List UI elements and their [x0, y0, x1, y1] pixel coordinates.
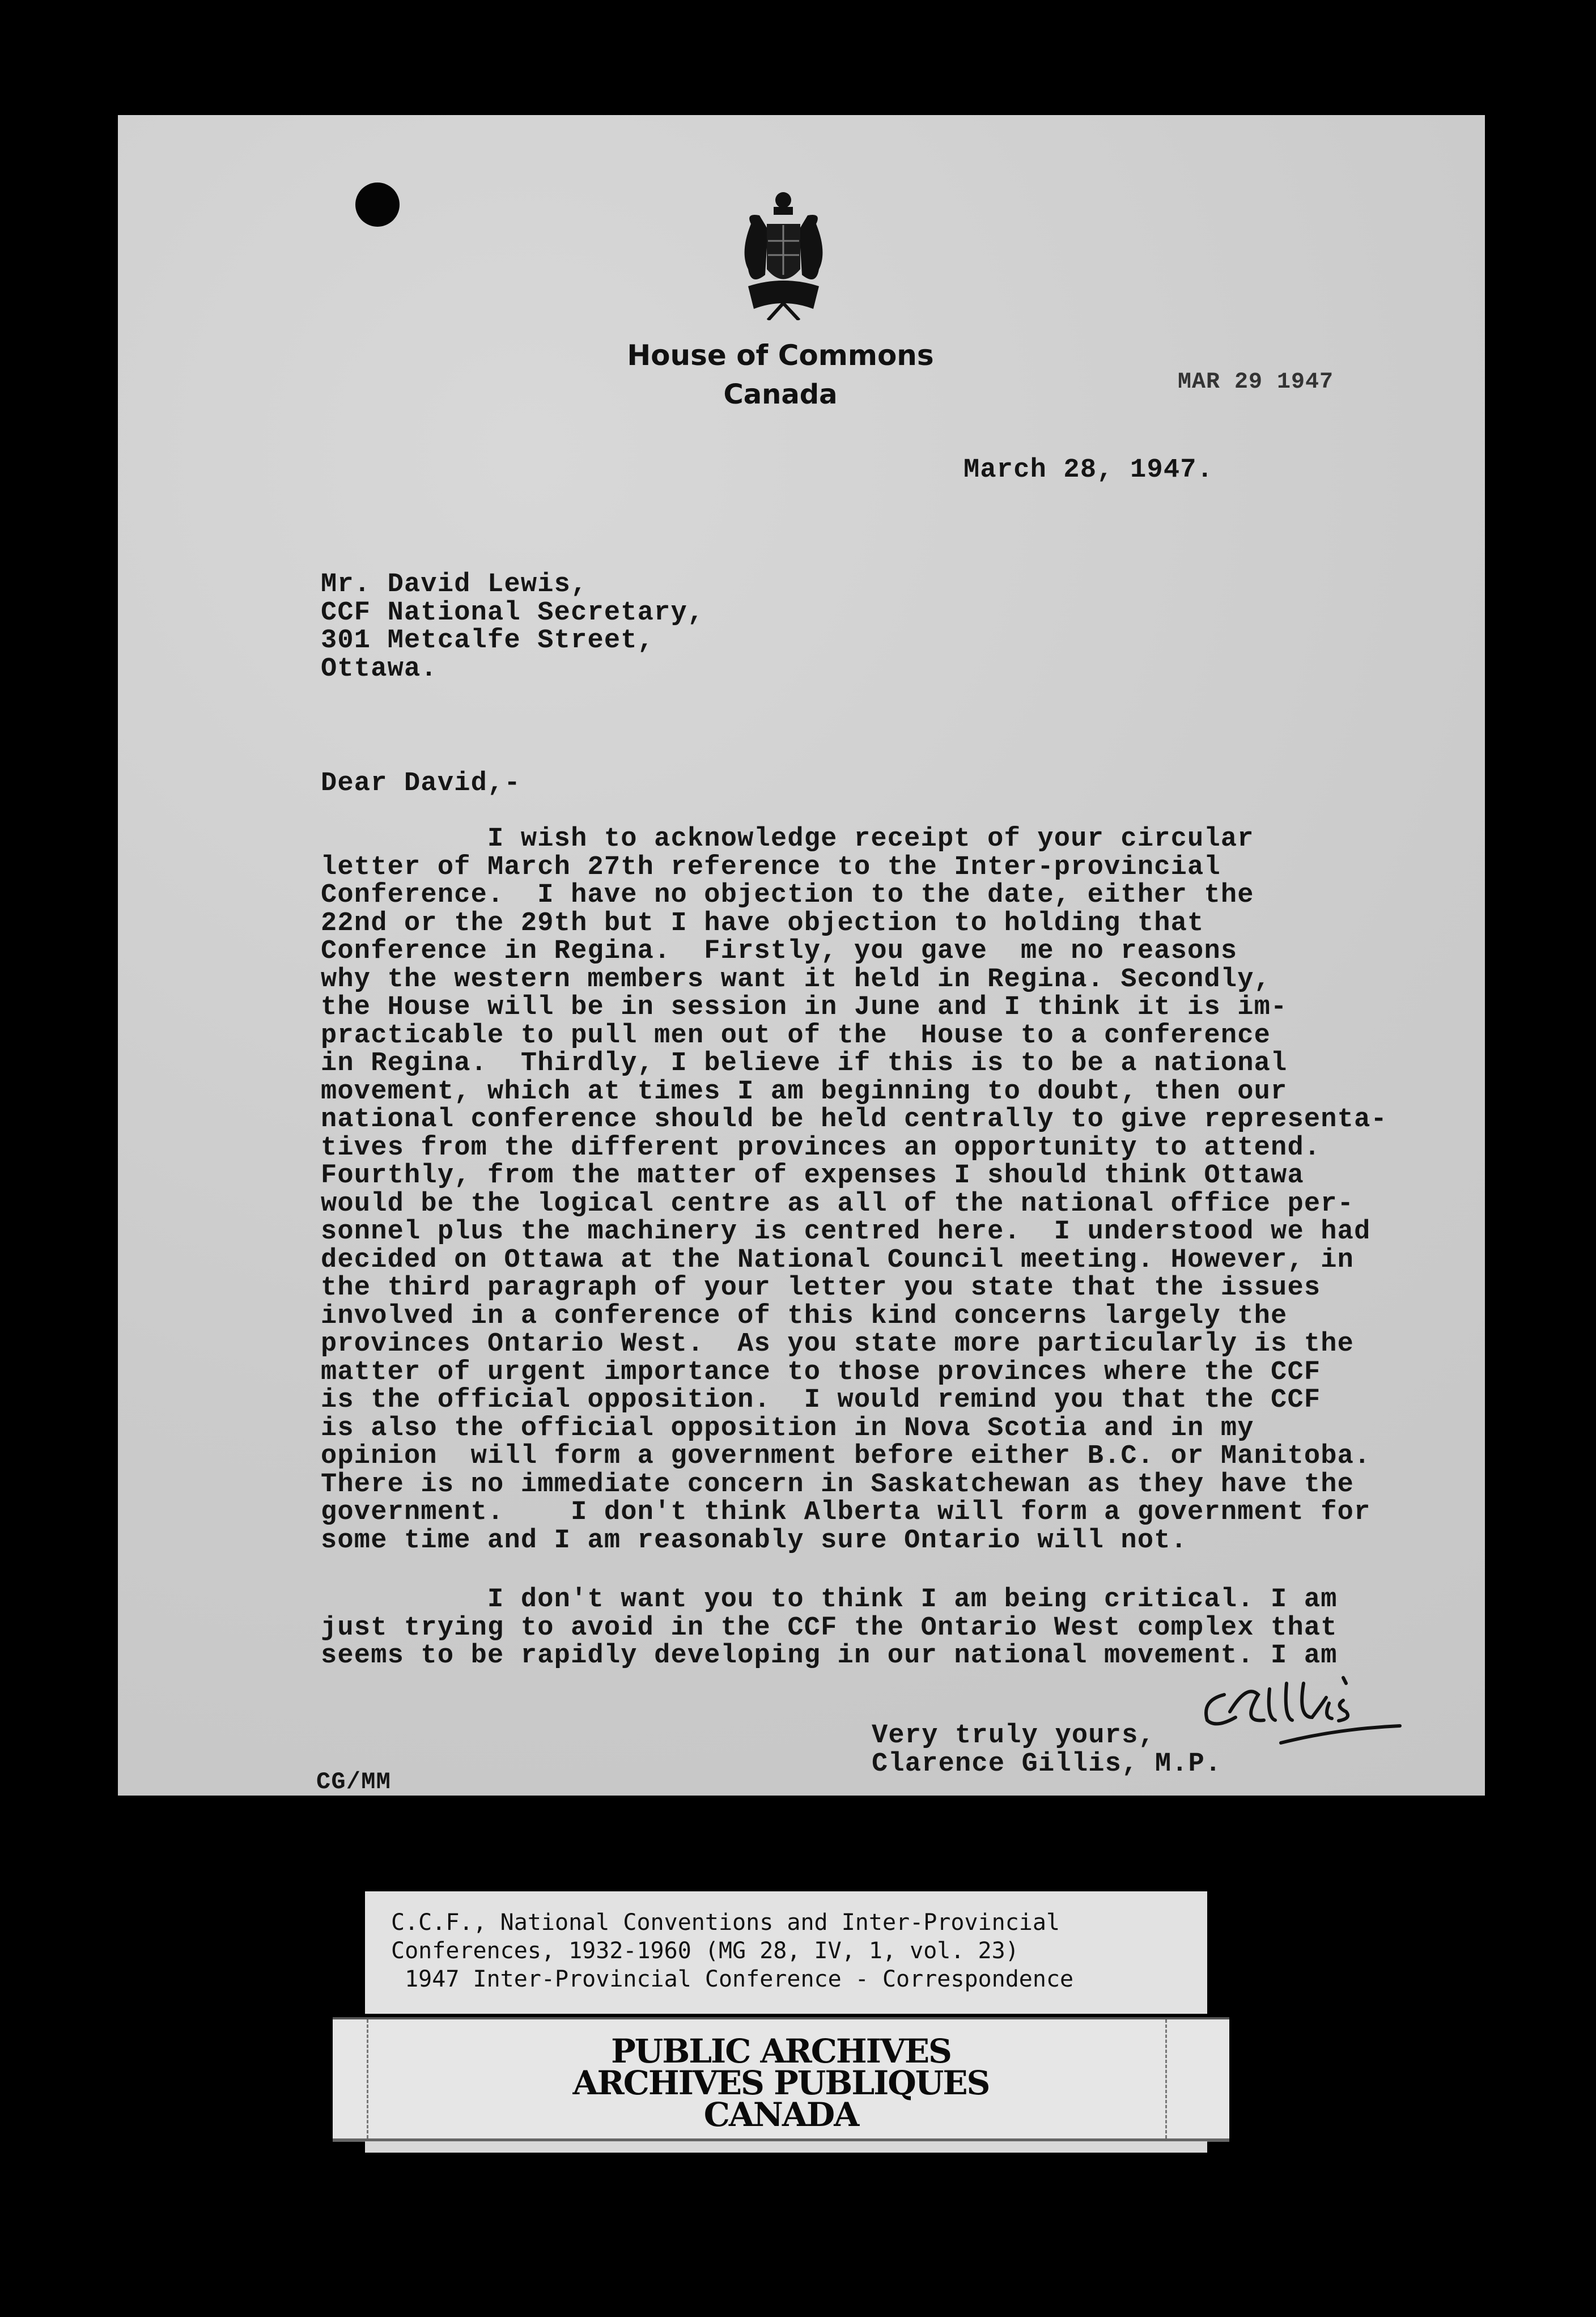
archive-file-description	[391, 1908, 1073, 1993]
text-line: involved in a conference of this kind concerns largely the	[321, 1301, 1288, 1331]
text-line: some time and I am reasonably sure Ontario will not.	[321, 1525, 1188, 1556]
signatory-name: Clarence Gillis, M.P.	[872, 1749, 1222, 1779]
address-line: CCF National Secretary,	[321, 597, 704, 628]
text-line: provinces Ontario West. As you state more particularly is the	[321, 1329, 1355, 1359]
label-line: Conferences, 1932-1960 (MG 28, IV, 1, vol. 23)	[391, 1938, 1019, 1964]
text-line: just trying to avoid in the CCF the Ontario West complex that	[321, 1612, 1338, 1643]
letterhead-subtitle: Canada	[723, 379, 838, 410]
text-line: national conference should be held centrally to give representa-	[321, 1105, 1387, 1135]
body-paragraph-1	[321, 825, 1387, 1555]
text-line: I wish to acknowledge receipt of your circular	[321, 824, 1254, 854]
letterhead-title: House of Commons	[627, 339, 934, 372]
text-line: letter of March 27th reference to the Inter-provincial	[321, 852, 1221, 882]
salutation: Dear David,-	[321, 769, 521, 799]
text-line: movement, which at times I am beginning to doubt, then our	[321, 1076, 1288, 1107]
text-line: opinion will form a government before either B.C. or Manitoba.	[321, 1441, 1371, 1471]
text-line: is also the official opposition in Nova Scotia and in my	[321, 1413, 1254, 1444]
archives-line: ARCHIVES PUBLIQUES	[572, 2064, 990, 2102]
letter-date: March 28, 1947.	[963, 455, 1214, 485]
text-line: There is no immediate concern in Saskatchewan as they have the	[321, 1469, 1355, 1500]
handwritten-signature	[1190, 1672, 1417, 1763]
text-line: Fourthly, from the matter of expenses I should think Ottawa	[321, 1161, 1304, 1191]
complimentary-close: Very truly yours,	[872, 1721, 1155, 1751]
text-line: decided on Ottawa at the National Council meeting. However, in	[321, 1245, 1355, 1275]
archives-line: CANADA	[703, 2095, 859, 2134]
archive-file-label	[365, 1891, 1207, 2014]
text-line: why the western members want it held in Regina. Secondly,	[321, 964, 1271, 995]
address-line: Ottawa.	[321, 653, 438, 684]
text-line: matter of urgent importance to those provinces where the CCF	[321, 1357, 1321, 1387]
label-line: 1947 Inter-Provincial Conference - Correspondence	[391, 1966, 1074, 1992]
text-line: seems to be rapidly developing in our national movement. I am	[321, 1641, 1338, 1671]
text-line: would be the logical centre as all of the national office per-	[321, 1189, 1355, 1219]
text-line: the third paragraph of your letter you state that the issues	[321, 1273, 1321, 1303]
text-line: Conference. I have no objection to the date, either the	[321, 880, 1254, 910]
address-line: Mr. David Lewis,	[321, 570, 588, 600]
coat-of-arms-icon	[734, 190, 833, 320]
text-line: in Regina. Thirdly, I believe if this is to be a national	[321, 1049, 1288, 1079]
archives-stamp-band	[333, 2017, 1229, 2142]
typist-initials: CG/MM	[316, 1768, 392, 1796]
recipient-address	[321, 571, 704, 683]
label-edge	[365, 2141, 1207, 2153]
text-line: government. I don't think Alberta will form a government for	[321, 1497, 1371, 1527]
text-line: tives from the different provinces an opportunity to attend.	[321, 1132, 1321, 1163]
punch-hole	[355, 183, 400, 227]
label-line: C.C.F., National Conventions and Inter-Provincial	[391, 1909, 1060, 1936]
archives-name	[333, 2032, 1229, 2134]
body-paragraph-2	[321, 1586, 1338, 1670]
text-line: I don't want you to think I am being critical. I am	[321, 1585, 1338, 1615]
closing	[872, 1722, 1222, 1778]
text-line: 22nd or the 29th but I have objection to holding that	[321, 908, 1204, 939]
text-line: sonnel plus the machinery is centred here. I understood we had	[321, 1217, 1371, 1247]
text-line: is the official opposition. I would remind you that the CCF	[321, 1385, 1321, 1415]
archives-line: PUBLIC ARCHIVES	[611, 2032, 951, 2070]
text-line: practicable to pull men out of the House to a conference	[321, 1020, 1271, 1051]
text-line: the House will be in session in June and I think it is im-	[321, 992, 1288, 1022]
address-line: 301 Metcalfe Street,	[321, 626, 655, 656]
text-line: Conference in Regina. Firstly, you gave me no reasons	[321, 936, 1238, 966]
received-date-stamp: MAR 29 1947	[1178, 370, 1334, 395]
